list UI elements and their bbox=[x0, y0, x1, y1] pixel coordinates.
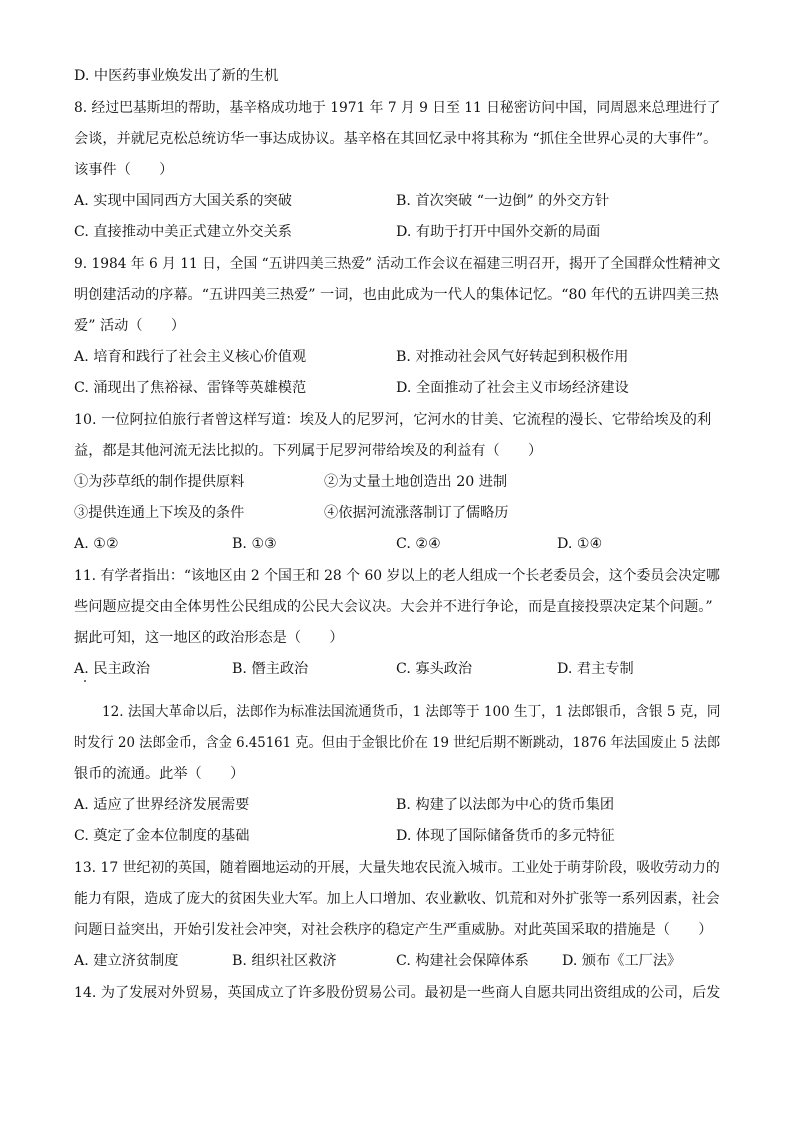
q11-option-d: D. 君主专制 bbox=[557, 661, 634, 677]
q11-stem-line: 些问题应提交由全体男性公民组成的公民大会议决。大会并不进行争论，而是直接投票决定某个问题。” bbox=[74, 599, 713, 615]
q11-stem-line: 11. 有学者指出：“该地区由 2 个国王和 28 个 60 岁以上的老人组成一个长老委员会，这个委员会决定哪 bbox=[74, 568, 720, 584]
q11-option-c: C. 寡头政治 bbox=[396, 661, 473, 677]
q9-stem-line: 9. 1984 年 6 月 11 日，全国 “五讲四美三热爱” 活动工作会议在福建三明召开，揭开了全国群众性精神文 bbox=[74, 256, 721, 272]
q8-stem-line: 8. 经过巴基斯坦的帮助，基辛格成功地于 1971 年 7 月 9 日至 11 日秘密访问中国，同周恩来总理进行了 bbox=[74, 100, 721, 116]
q12-option-a: A. 适应了世界经济发展需要 bbox=[74, 797, 250, 813]
q12-stem-line: 时发行 20 法郎金币，含金 6.45161 克。但由于金银比价在 19 世纪后期不断跳动，1876 年法国废止 5 法郎 bbox=[74, 735, 721, 751]
q12-option-b: B. 构建了以法郎为中心的货币集团 bbox=[396, 797, 615, 813]
q13-stem-line: 13. 17 世纪初的英国，随着圈地运动的开展，大量失地农民流入城市。工业处于萌芽阶段，吸收劳动力的 bbox=[74, 860, 720, 876]
q9-option-b: B. 对推动社会风气好转起到积极作用 bbox=[396, 349, 629, 365]
q8-option-c: C. 直接推动中美正式建立外交关系 bbox=[74, 224, 292, 240]
q8-option-d: D. 有助于打开中国外交新的局面 bbox=[396, 224, 601, 240]
q9-stem-line: 爱” 活动（ ） bbox=[74, 318, 186, 334]
q10-option-b: B. ①③ bbox=[232, 536, 277, 552]
q8-option-a: A. 实现中国同西方大国关系的突破 bbox=[74, 193, 292, 209]
q10-item-4: ④依据河流涨落制订了儒略历 bbox=[324, 505, 509, 521]
q10-item-1: ①为莎草纸的制作提供原料 bbox=[74, 474, 245, 490]
stray-dot bbox=[84, 680, 86, 682]
q13-option-d: D. 颁布《工厂法》 bbox=[562, 953, 682, 969]
q8-stem-line: 会谈，并就尼克松总统访华一事达成协议。基辛格在其回忆录中将其称为 “抓住全世界心灵的大事件”。 bbox=[74, 131, 718, 147]
q11-option-b: B. 僭主政治 bbox=[232, 661, 309, 677]
q13-stem-line: 问题日益突出，开始引发社会冲突，对社会秩序的稳定产生严重威胁。对此英国采取的措施是（ ） bbox=[74, 922, 713, 938]
q10-stem-line: 益，都是其他河流无法比拟的。下列属于尼罗河带给埃及的利益有（ ） bbox=[74, 443, 543, 459]
q14-stem-line: 14. 为了发展对外贸易，英国成立了许多股份贸易公司。最初是一些商人自愿共同出资组成的公司，后发 bbox=[74, 985, 721, 1001]
q8-option-b: B. 首次突破 “一边倒” 的外交方针 bbox=[396, 193, 610, 209]
q13-stem-line: 能力有限，造成了庞大的贫困失业大军。加上人口增加、农业歉收、饥荒和对外扩张等一系列因素，社会 bbox=[74, 891, 720, 907]
q13-option-c: C. 构建社会保障体系 bbox=[396, 953, 529, 969]
q9-option-c: C. 涌现出了焦裕禄、雷锋等英雄模范 bbox=[74, 380, 307, 396]
q13-option-b: B. 组织社区救济 bbox=[232, 953, 337, 969]
q11-stem-line: 据此可知，这一地区的政治形态是（ ） bbox=[74, 630, 344, 646]
q12-option-c: C. 奠定了金本位制度的基础 bbox=[74, 828, 250, 844]
q12-stem-line: 银币的流通。此举（ ） bbox=[74, 766, 245, 782]
q9-option-a: A. 培育和践行了社会主义核心价值观 bbox=[74, 349, 307, 365]
q10-option-c: C. ②④ bbox=[396, 536, 441, 552]
q9-stem-line: 明创建活动的序幕。“五讲四美三热爱” 一词，也由此成为一代人的集体记忆。“80 年代的五讲四美三热 bbox=[74, 287, 719, 303]
q10-item-2: ②为丈量土地创造出 20 进制 bbox=[324, 474, 508, 490]
q10-option-d: D. ①④ bbox=[557, 536, 603, 552]
q10-stem-line: 10. 一位阿拉伯旅行者曾这样写道：埃及人的尼罗河，它河水的甘美、它流程的漫长、它带给埃及的利 bbox=[74, 412, 712, 428]
q8-stem-line: 该事件（ ） bbox=[74, 162, 174, 178]
q7-option-d: D. 中医药事业焕发出了新的生机 bbox=[74, 68, 279, 84]
q13-option-a: A. 建立济贫制度 bbox=[74, 953, 179, 969]
q10-option-a: A. ①② bbox=[74, 536, 119, 552]
q9-option-d: D. 全面推动了社会主义市场经济建设 bbox=[396, 380, 629, 396]
q11-option-a: A. 民主政治 bbox=[74, 661, 151, 677]
q12-stem-line: 12. 法国大革命以后，法郎作为标准法国流通货币，1 法郎等于 100 生丁，1 法郎银币，含银 5 克，同 bbox=[102, 704, 721, 720]
q10-item-3: ③提供连通上下埃及的条件 bbox=[74, 505, 245, 521]
q12-option-d: D. 体现了国际储备货币的多元特征 bbox=[396, 828, 615, 844]
